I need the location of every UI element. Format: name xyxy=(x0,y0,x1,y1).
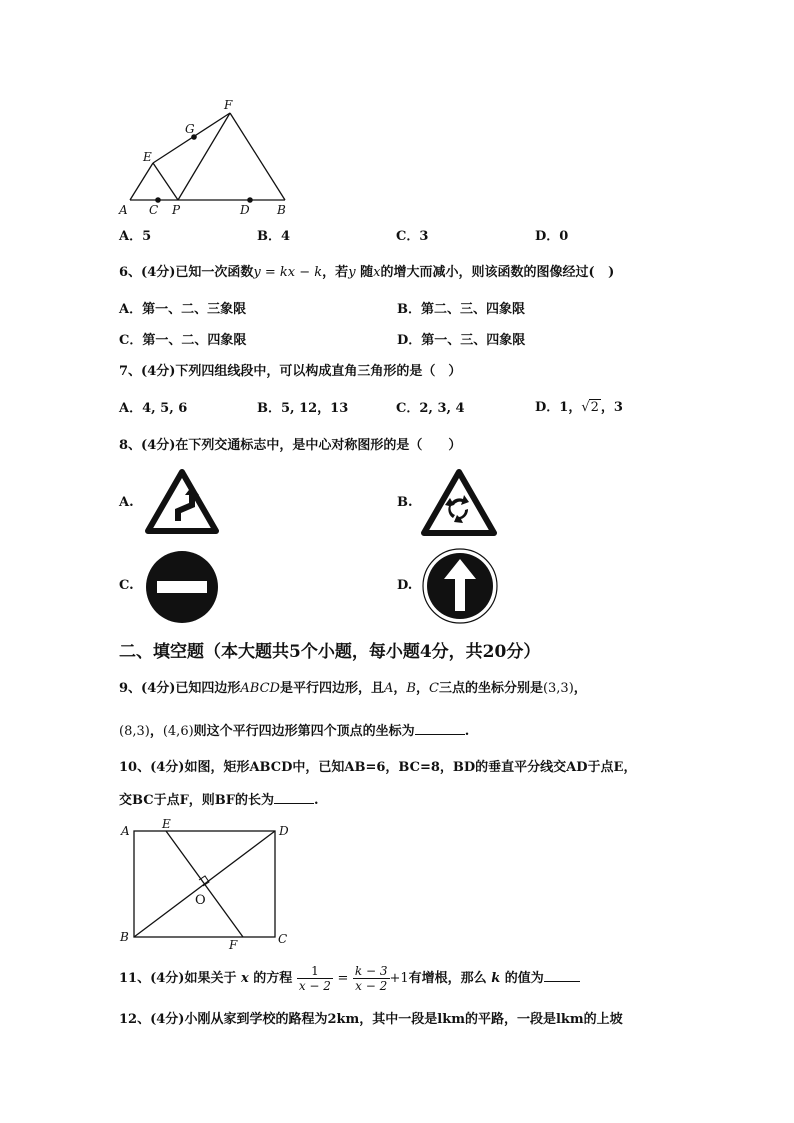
q8-text: 在下列交通标志中，是中心对称图形的是（ ） xyxy=(175,438,462,453)
rect-label-D: D xyxy=(279,824,289,838)
q10-question-line2 xyxy=(119,791,319,809)
q6-close-paren: ) xyxy=(608,265,615,280)
q10-question-line1 xyxy=(119,760,636,776)
straight-ahead-sign-icon[interactable] xyxy=(422,548,498,624)
q11-equals: = xyxy=(337,971,349,986)
label-B: B xyxy=(277,203,286,217)
q6-number: 6、(4分) xyxy=(119,265,176,280)
q11-text-d: 的值为 xyxy=(504,971,544,986)
q9-text-c: 三点的坐标分别是 xyxy=(438,681,543,696)
q9-var-abcd: ABCD xyxy=(240,681,280,696)
q9-number: 9、(4分) xyxy=(119,681,176,696)
q6-option-d[interactable]: D．第一、三、四象限 xyxy=(397,333,526,348)
q11-answer-blank[interactable] xyxy=(544,969,580,982)
q9-text-d: 则这个平行四边形第四个顶点的坐标为 xyxy=(193,724,415,739)
q6-text-b: ，若 xyxy=(322,265,349,280)
label-P: P xyxy=(172,203,181,217)
rect-label-B: B xyxy=(120,930,129,944)
q9-coord-3: (4,6) xyxy=(162,724,194,739)
label-G: G xyxy=(185,122,195,136)
label-E: E xyxy=(143,150,152,164)
q10-end: . xyxy=(314,793,319,808)
q6-option-b[interactable]: B．第二、三、四象限 xyxy=(397,302,525,317)
q9-question-line2: (8,3)，(4,6)则这个平行四边形第四个顶点的坐标为 . xyxy=(119,724,470,739)
label-A: A xyxy=(119,203,128,217)
q11-text-a: 如果关于 xyxy=(184,971,237,986)
q6-text-d: 的增大而减小，则该函数的图像经过( xyxy=(380,265,595,280)
section-2-heading: 二、填空题（本大题共5个小题，每小题4分，共20分） xyxy=(119,642,541,662)
rect-label-F: F xyxy=(229,938,238,952)
q12-question xyxy=(119,1012,623,1028)
q7-option-d-sqrt: 2 xyxy=(590,400,599,415)
q5-option-d[interactable]: D．0 xyxy=(535,229,569,244)
q6-text-c: 随 xyxy=(360,265,374,280)
q8-question xyxy=(119,438,461,454)
label-C: C xyxy=(149,203,159,217)
q11-var-x: x xyxy=(241,971,249,986)
q10-line2: 交BC于点F，则BF的长为 xyxy=(119,793,275,808)
q9-var-b: B xyxy=(406,681,416,696)
q11-number: 11、(4分) xyxy=(119,971,185,986)
no-entry-sign-icon[interactable] xyxy=(145,550,219,624)
q8-option-b-label[interactable]: B. xyxy=(397,495,413,510)
q9-coord-1: (3,3) xyxy=(542,681,574,696)
roundabout-sign-icon[interactable] xyxy=(421,469,497,537)
q9-text-b: 是平行四边形，且 xyxy=(279,681,384,696)
q7-number: 7、(4分) xyxy=(119,364,176,379)
q6-var-x: x xyxy=(373,265,381,280)
q7-option-d-post: ，3 xyxy=(600,400,623,415)
q11-fraction-1 xyxy=(297,964,333,993)
triangle-figure xyxy=(115,95,295,225)
q5-option-c[interactable]: C．3 xyxy=(396,229,429,244)
q10-line1: 如图，矩形ABCD中，已知AB=6，BC=8，BD的垂直平分线交AD于点E， xyxy=(184,760,637,775)
q9-coord-2: (8,3) xyxy=(119,724,150,739)
q8-number: 8、(4分) xyxy=(119,438,176,453)
q11-fraction-2 xyxy=(353,964,390,993)
q10-number: 10、(4分) xyxy=(119,760,185,775)
winding-road-sign-icon[interactable] xyxy=(145,469,219,535)
q6-var-y: y xyxy=(348,265,356,280)
q7-option-a[interactable]: A．4, 5, 6 xyxy=(119,401,188,416)
q11-frac2-num: k − 3 xyxy=(354,964,388,978)
q5-option-a[interactable]: A．5 xyxy=(119,229,152,244)
label-F: F xyxy=(224,98,233,112)
q10-answer-blank[interactable] xyxy=(274,791,314,804)
q6-option-a[interactable]: A．第一、二、三象限 xyxy=(119,302,247,317)
q11-text-b: 的方程 xyxy=(253,971,293,986)
label-D: D xyxy=(240,203,250,217)
q11-frac1-den: x − 2 xyxy=(298,979,331,993)
rect-label-E: E xyxy=(162,818,171,831)
q11-question xyxy=(119,962,580,996)
q9-var-a: A xyxy=(384,681,394,696)
q5-option-b[interactable]: B．4 xyxy=(257,229,291,244)
rect-label-C: C xyxy=(278,932,288,946)
q11-frac1-num: 1 xyxy=(297,964,333,979)
q6-question xyxy=(119,265,614,281)
q9-end: . xyxy=(464,724,470,739)
q7-option-c[interactable]: C．2, 3, 4 xyxy=(396,401,465,416)
q9-text-a: 已知四边形 xyxy=(175,681,241,696)
q6-formula: y = kx − k xyxy=(253,265,323,280)
q12-number: 12、(4分) xyxy=(119,1012,185,1027)
q11-plus-one: +1 xyxy=(389,971,409,986)
rect-label-O: O xyxy=(195,893,206,908)
q8-option-a-label[interactable]: A. xyxy=(119,495,134,510)
q7-option-b[interactable]: B．5, 12，13 xyxy=(257,401,349,416)
q6-option-c[interactable]: C．第一、二、四象限 xyxy=(119,333,247,348)
q7-text: 下列四组线段中，可以构成直角三角形的是（ ） xyxy=(175,364,462,379)
q7-question xyxy=(119,364,461,380)
q9-answer-blank[interactable] xyxy=(415,722,465,735)
rectangle-figure xyxy=(115,818,300,953)
q8-option-c-label[interactable]: C. xyxy=(119,578,134,593)
q11-frac2-den: x − 2 xyxy=(355,979,388,993)
q6-text-a: 已知一次函数 xyxy=(175,265,254,280)
q9-question-line1: 9、(4分)已知四边形ABCD是平行四边形，且A，B，C三点的坐标分别是(3,3)， xyxy=(119,681,587,696)
q12-text: 小刚从家到学校的路程为2km，其中一段是lkm的平路，一段是lkm的上坡 xyxy=(184,1012,623,1027)
q9-var-c: C xyxy=(428,681,439,696)
q11-var-k: k xyxy=(491,971,501,986)
rect-label-A: A xyxy=(121,824,130,838)
q8-option-d-label[interactable]: D. xyxy=(397,578,413,593)
q7-option-d[interactable]: D．1，√2 ，3 xyxy=(535,400,623,415)
q11-text-c: 有增根，那么 xyxy=(408,971,487,986)
q7-option-d-pre: D．1， xyxy=(535,400,582,415)
